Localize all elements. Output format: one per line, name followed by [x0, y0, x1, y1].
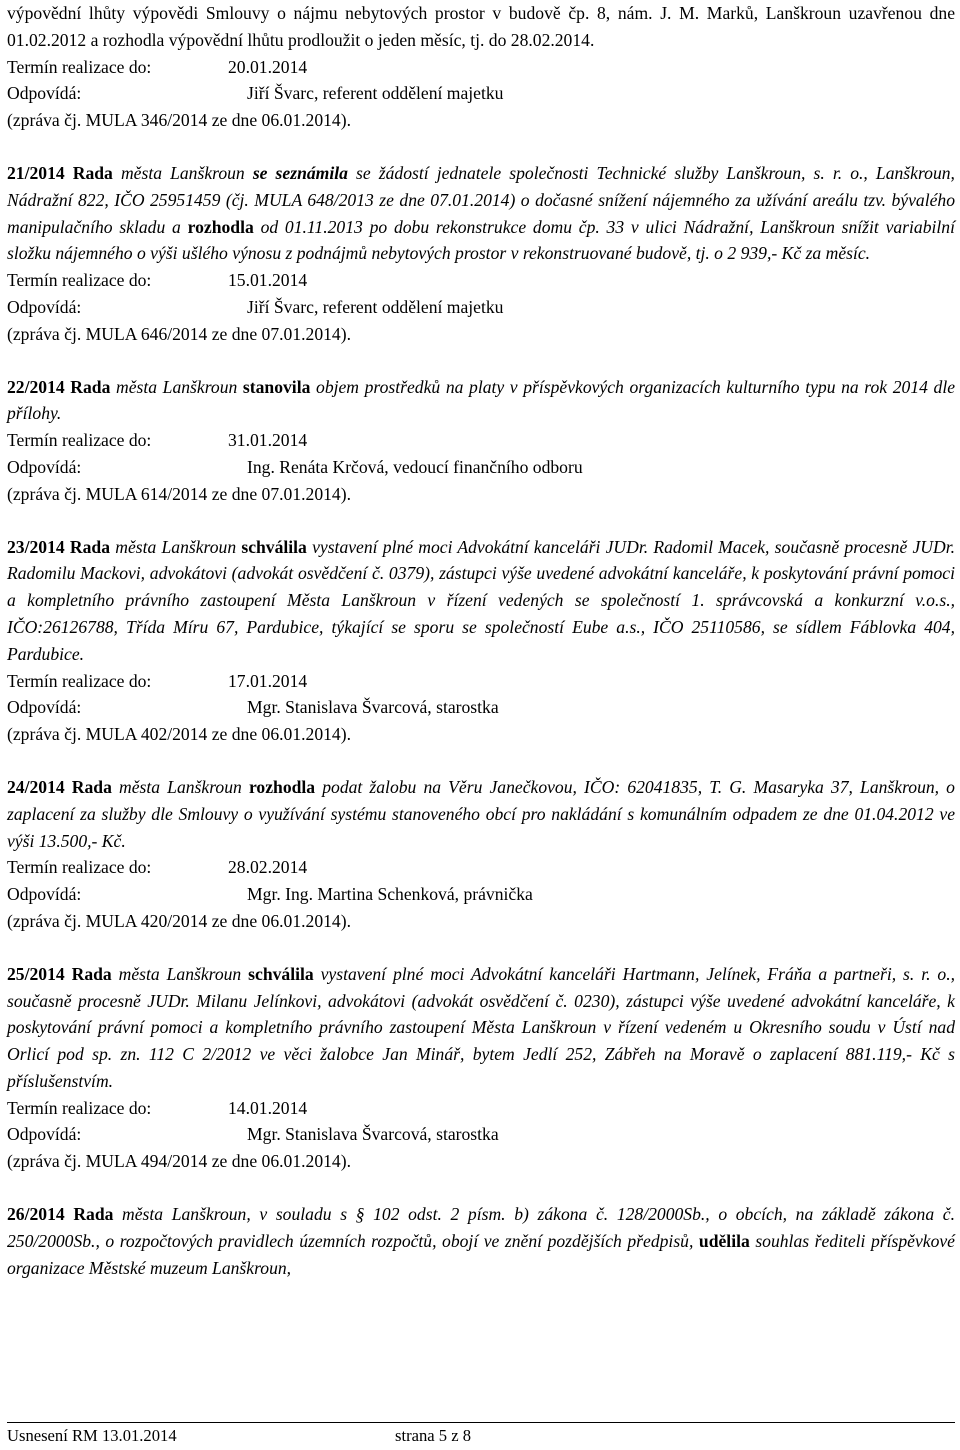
- resolution-text: 26/2014 Rada města Lanškroun, v souladu s § 102 odst. 2 písm. b) zákona č. 128/2000Sb., o obcích, na základě zákona č. 250/2000Sb., o rozpočtových pravidlech územních rozpočtů, obojí ve znění pozdějších předpisů, udělila souhlas řediteli příspěvkové organizace Městské muzeum Lanškroun,: [7, 1204, 955, 1278]
- resolution-22: [7, 374, 955, 508]
- responsible-row: [7, 80, 955, 107]
- footer-page-number: strana 5 z 8: [395, 1426, 472, 1445]
- deadline-label: Termín realizace do:: [7, 857, 152, 878]
- responsible-label: Odpovídá:: [7, 296, 82, 317]
- responsible-row: [7, 881, 955, 908]
- resolution-21: [7, 160, 955, 348]
- report-ref: (zpráva čj. MULA 346/2014 ze dne 06.01.2014).: [7, 110, 351, 131]
- deadline-row: [7, 1095, 955, 1122]
- responsible-label: Odpovídá:: [7, 697, 82, 718]
- deadline-label: Termín realizace do:: [7, 670, 152, 691]
- resolution-text: 25/2014 Rada města Lanškroun schválila vystavení plné moci Advokátní kanceláři Hartmann, Jelínek, Fráňa a partneři, s. r. o., současně procesně JUDr. Milanu Jelínkovi, advokátovi (advokát osvědčení č. 0230), zástupci výše uvedené advokátní kanceláře, k poskytování právní pomoci a kompletního právního zastoupení Města Lanškroun v řízení vedeném u Okresního soudu v Ústí nad Orlicí pod sp. zn. 112 C 2/2012 ve věci žalobce Jan Minář, bytem Jedlí 252, Zábřeh na Moravě o zaplacení 881.119,- Kč s příslušenstvím.: [7, 963, 956, 1091]
- resolution-number: 25/2014: [7, 963, 65, 984]
- responsible-value: Jiří Švarc, referent oddělení majetku: [247, 296, 504, 317]
- deadline-row: [7, 854, 955, 881]
- deadline-value: 15.01.2014: [228, 270, 308, 291]
- deadline-value: 31.01.2014: [228, 430, 308, 451]
- responsible-label: Odpovídá:: [7, 456, 82, 477]
- report-ref: (zpráva čj. MULA 402/2014 ze dne 06.01.2014).: [7, 724, 351, 745]
- rada-word: Rada: [71, 963, 112, 984]
- deadline-value: 14.01.2014: [228, 1097, 308, 1118]
- resolution-25: [7, 961, 955, 1175]
- report-ref: (zpráva čj. MULA 420/2014 ze dne 06.01.2014).: [7, 910, 351, 931]
- resolution-verb: udělila: [698, 1230, 750, 1251]
- resolution-number: 22/2014: [7, 376, 65, 397]
- responsible-row: [7, 694, 955, 721]
- rada-word: Rada: [72, 162, 113, 183]
- resolution-text: výpovědní lhůty výpovědi Smlouvy o nájmu nebytových prostor v budově čp. 8, nám. J. M. Marků, Lanškroun uzavřenou dne 01.02.2012 a rozhodla výpovědní lhůtu prodloužit o jeden měsíc, tj. do 28.02.2014.: [7, 3, 955, 50]
- deadline-row: [7, 267, 955, 294]
- resolution-text: 24/2014 Rada města Lanškroun rozhodla podat žalobu na Věru Janečkovou, IČO: 62041835, T. G. Masaryka 37, Lanškroun, o zaplacení za služby dle Smlouvy o využívání systému stanoveného obcí pro nakládání s komunálním odpadem ze dne 01.04.2012 ve výši 13.500,- Kč.: [7, 776, 955, 851]
- responsible-value: Mgr. Ing. Martina Schenková, právnička: [247, 884, 533, 905]
- rada-word: Rada: [73, 1204, 114, 1225]
- resolution-verb: se seznámila: [252, 162, 348, 183]
- report-ref: (zpráva čj. MULA 614/2014 ze dne 07.01.2014).: [7, 483, 351, 504]
- resolution-26: [7, 1201, 955, 1281]
- resolution-verb: schválila: [248, 963, 314, 984]
- deadline-value: 17.01.2014: [228, 670, 308, 691]
- responsible-label: Odpovídá:: [7, 1124, 82, 1145]
- responsible-row: [7, 294, 955, 321]
- resolution-verb: schválila: [241, 536, 307, 557]
- rada-word: Rada: [71, 776, 112, 797]
- resolution-verb: stanovila: [242, 376, 311, 397]
- resolution-text: 21/2014 Rada města Lanškroun se seznámila se žádostí jednatele společnosti Technické služby Lanškroun, s. r. o., Lanškroun, Nádražní 822, IČO 25951459 (čj. MULA 648/2013 ze dne 07.01.2014) o dočasné snížení nájemného za užívání areálu tzv. bývalého manipulačního skladu a rozhodla od 01.11.2013 po dobu rekonstrukce domu čp. 33 v ulici Nádražní, Lanškroun snížit variabilní složku nájemného o výši ušlého výnosu z podnájmů nebytových prostor v rekonstruované budově, tj. o 2 939,- Kč za měsíc.: [7, 162, 955, 264]
- report-ref: (zpráva čj. MULA 646/2014 ze dne 07.01.2014).: [7, 323, 351, 344]
- resolution-text: 22/2014 Rada města Lanškroun stanovila objem prostředků na platy v příspěvkových organizacích kulturního typu na rok 2014 dle přílohy.: [7, 376, 956, 424]
- deadline-row: [7, 54, 955, 81]
- deadline-label: Termín realizace do:: [7, 270, 152, 291]
- resolution-text: 23/2014 Rada města Lanškroun schválila vystavení plné moci Advokátní kanceláři JUDr. Radomil Macek, současně procesně JUDr. Radomilu Mackovi, advokátovi (advokát osvědčení č. 0379), zástupci výše uvedené advokátní kanceláře, k poskytování právní pomoci a kompletního právního zastoupení Města Lanškroun v řízení vedených se společností 1. správcovská a konkurzní v.o.s., IČO:26126788, Třída Míru 67, Pardubice, týkající se sporu se společností Eube a.s., IČO 25110586, se sídlem Fáblovka 404, Pardubice.: [7, 536, 955, 664]
- responsible-value: Ing. Renáta Krčová, vedoucí finančního odboru: [247, 456, 583, 477]
- document-page: [7, 0, 955, 1307]
- resolution-verb: rozhodla: [248, 776, 316, 797]
- resolution-number: 21/2014: [7, 162, 65, 183]
- resolution-24: [7, 774, 955, 935]
- rada-word: Rada: [70, 376, 111, 397]
- resolution-verb-2: rozhodla: [187, 216, 254, 237]
- responsible-value: Mgr. Stanislava Švarcová, starostka: [247, 1124, 499, 1145]
- report-ref: (zpráva čj. MULA 494/2014 ze dne 06.01.2014).: [7, 1151, 351, 1172]
- responsible-row: [7, 1121, 955, 1148]
- deadline-value: 28.02.2014: [228, 857, 308, 878]
- deadline-row: [7, 668, 955, 695]
- responsible-value: Mgr. Stanislava Švarcová, starostka: [247, 697, 499, 718]
- resolution-23: [7, 534, 955, 748]
- deadline-row: [7, 427, 955, 454]
- responsible-value: Jiří Švarc, referent oddělení majetku: [247, 83, 504, 104]
- resolution-number: 26/2014: [7, 1204, 65, 1225]
- responsible-label: Odpovídá:: [7, 83, 82, 104]
- resolution-number: 24/2014: [7, 776, 65, 797]
- responsible-label: Odpovídá:: [7, 884, 82, 905]
- resolution-number: 23/2014: [7, 536, 65, 557]
- responsible-row: [7, 454, 955, 481]
- footer-document-title: Usnesení RM 13.01.2014: [7, 1426, 177, 1445]
- deadline-label: Termín realizace do:: [7, 1097, 152, 1118]
- page-footer: [7, 1422, 955, 1450]
- resolution-continuation: [7, 0, 955, 134]
- deadline-label: Termín realizace do:: [7, 56, 152, 77]
- rada-word: Rada: [69, 536, 110, 557]
- deadline-value: 20.01.2014: [228, 56, 308, 77]
- deadline-label: Termín realizace do:: [7, 430, 152, 451]
